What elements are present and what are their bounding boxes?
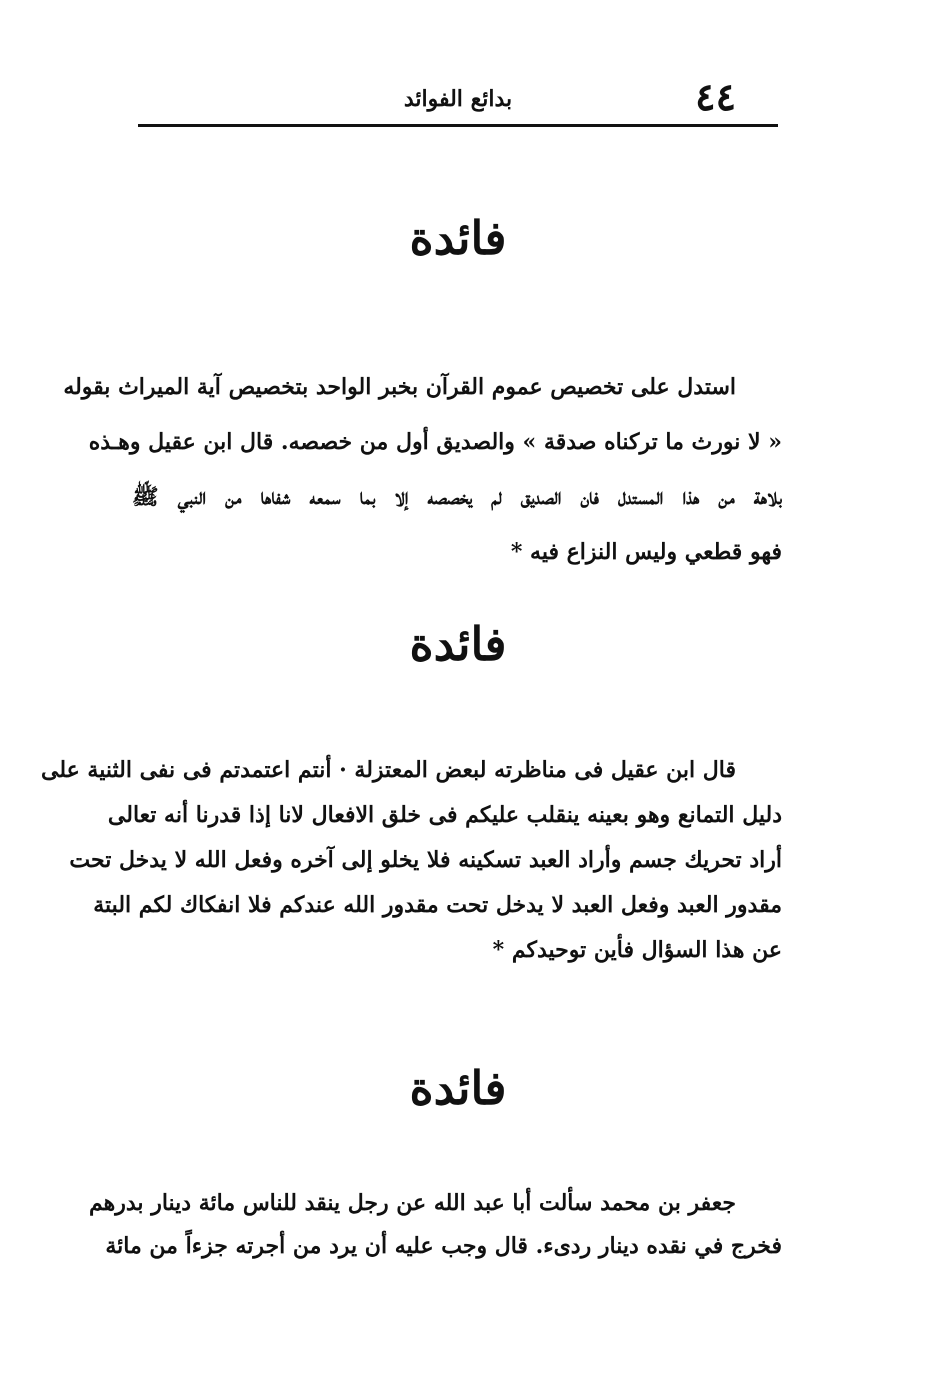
text-line: مقدور العبد وفعل العبد لا يدخل تحت مقدور الله عندكم فلا انفكاك لكم البتة (93, 892, 782, 918)
section-paragraph (89, 1182, 782, 1268)
text-line: فخرج في نقده دينار ردىء. قال وجب عليه أن يرد من أجرته جزءاً من مائة (105, 1233, 782, 1259)
running-header (138, 74, 778, 124)
header-rule (138, 124, 778, 127)
text-line: فهو قطعي وليس النزاع فيه * (510, 539, 782, 565)
section-heading: فائدة (409, 1061, 507, 1115)
text-line: قال ابن عقيل فى مناظرته لبعض المعتزلة · أنتم اعتمدتم فى نفى الثنية على (41, 757, 736, 783)
text-line: جعفر بن محمد سألت أبا عبد الله عن رجل ينقد للناس مائة دينار بدرهم (89, 1190, 736, 1216)
text-line: دليل التمانع وهو بعينه ينقلب عليكم فى خلق الافعال لانا إذا قدرنا أنه تعالى (107, 802, 782, 828)
section-heading: فائدة (409, 617, 507, 671)
text-line: « لا نورث ما تركناه صدقة » والصديق أول من خصصه. قال ابن عقيل وهـذه (88, 429, 782, 455)
text-line: أراد تحريك جسم وأراد العبد تسكينه فلا يخلو إلى آخره وفعل الله لا يدخل تحت (69, 847, 782, 873)
section-paragraph (41, 748, 782, 973)
section-paragraph (63, 360, 782, 580)
page-number: ٤٤ (695, 74, 736, 119)
text-line: استدل على تخصيص عموم القرآن بخبر الواحد بتخصيص آية الميراث بقوله (63, 374, 736, 400)
text-line: عن هذا السؤال فأين توحيدكم * (492, 937, 782, 963)
running-title: بدائع الفوائد (403, 86, 513, 112)
text-line: بلاهة من هذا المستدل فان الصديق لم يخصصه إلا بما سمعه شفاها من النبي ﷺ (132, 484, 782, 510)
section-heading: فائدة (409, 211, 507, 265)
